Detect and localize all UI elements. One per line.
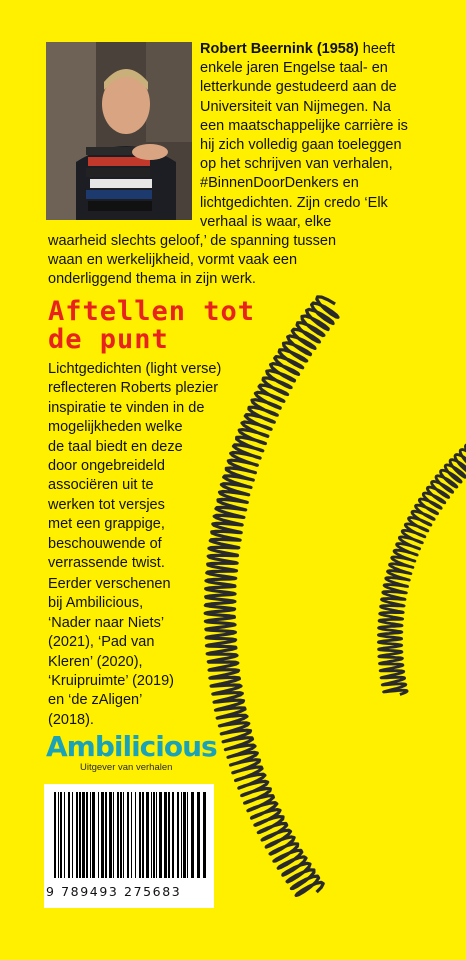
barcode-bar [127,792,129,878]
barcode-bar [76,792,78,878]
barcode-bar [98,792,99,878]
text-line: beschouwende of [48,535,162,552]
text-line: (2018). [48,711,94,728]
barcode-bar [92,792,95,878]
text-line: en ‘de zAligen’ [48,692,143,709]
bio-line: waan en werkelijkheid, vormt vaak een [48,252,298,269]
barcode-bar [135,792,136,878]
barcode-bar [156,792,157,878]
barcode-bar [68,792,70,878]
barcode-bar [54,792,56,878]
bio-line: hij zich volledig gaan toeleggen [200,137,402,154]
text-line: Lichtgedichten (light verse) [48,361,222,377]
barcode-bar [90,792,91,878]
text-line: met een grappige, [48,516,165,533]
text-line: Kleren’ (2020), [48,653,143,670]
barcode-bar [58,792,59,878]
barcode-bar [101,792,104,878]
barcode-bar [181,792,182,878]
text-line: mogelijkheden welke [48,419,183,436]
text-line: ‘Nader naar Niets’ [48,614,165,631]
barcode-bar [117,792,119,878]
barcode-bar [109,792,112,878]
text-line: associëren uit te [48,477,154,494]
barcode-bar [82,792,85,878]
barcode-bar [79,792,81,878]
barcode-bar [168,792,170,878]
text-line: werken tot versjes [48,496,165,513]
publisher-logo [46,732,217,773]
bio-line: Robert Beernink (1958) heeft [200,41,396,57]
barcode-bar [146,792,149,878]
barcode-bar [172,792,174,878]
isbn-barcode [44,784,214,908]
bio-line: verhaal is waar, elke [200,213,332,230]
barcode-bar [105,792,107,878]
bio-line: letterkunde gestudeerd aan de [200,79,397,96]
bio-line: #BinnenDoorDenkers en [200,175,359,192]
barcode-bar [131,792,132,878]
book-title-line: de punt [48,324,169,355]
author-bio [48,40,448,290]
text-line: ‘Kruipruimte’ (2019) [48,673,174,690]
bio-line: enkele jaren Engelse taal- en [200,60,388,77]
barcode-bar [187,792,188,878]
barcode-bar [164,792,167,878]
publisher-tagline: Uitgever van verhalen [80,762,173,773]
barcode-bar [159,792,162,878]
barcode-bar [151,792,152,878]
barcode-bar [197,792,200,878]
text-line: verrassende twist. [48,555,165,572]
barcode-bar [139,792,141,878]
text-line: inspiratie te vinden in de [48,399,205,416]
text-line: de taal biedt en deze [48,438,183,455]
barcode-bar [191,792,194,878]
author-name: Robert Beernink (1958) [200,41,359,57]
description-paragraph [48,360,288,573]
publisher-name: Ambilicious [46,730,217,763]
text-line: door ongebreideld [48,458,165,475]
bio-line: lichtgedichten. Zijn credo ‘Elk [200,194,388,211]
text-line: bij Ambilicious, [48,595,144,612]
previous-books-paragraph [48,575,288,730]
barcode-bar [86,792,88,878]
barcode-bar [177,792,179,878]
bio-line: op het schrijven van verhalen, [200,156,393,173]
barcode-bar [64,792,65,878]
barcode-bar [153,792,155,878]
barcode-bars [44,784,214,884]
book-title [48,298,308,354]
book-title-line: Aftellen tot [48,296,256,327]
barcode-bar [120,792,122,878]
isbn-digits: 9 789493 275683 [46,884,182,899]
text-line: (2021), ‘Pad van [48,634,155,651]
barcode-bar [72,792,73,878]
barcode-bar [113,792,114,878]
text-line: reflecteren Roberts plezier [48,380,219,397]
bio-line: Universiteit van Nijmegen. Na [200,98,391,115]
barcode-bar [203,792,206,878]
barcode-bar [183,792,186,878]
bio-line: waarheid slechts geloof,’ de spanning tussen [48,233,337,250]
barcode-bar [123,792,124,878]
text-line: Eerder verschenen [48,576,171,592]
bio-line: een maatschappelijke carrière is [200,117,408,134]
bio-line: onderliggend thema in zijn werk. [48,271,256,288]
barcode-bar [60,792,62,878]
barcode-bar [142,792,144,878]
